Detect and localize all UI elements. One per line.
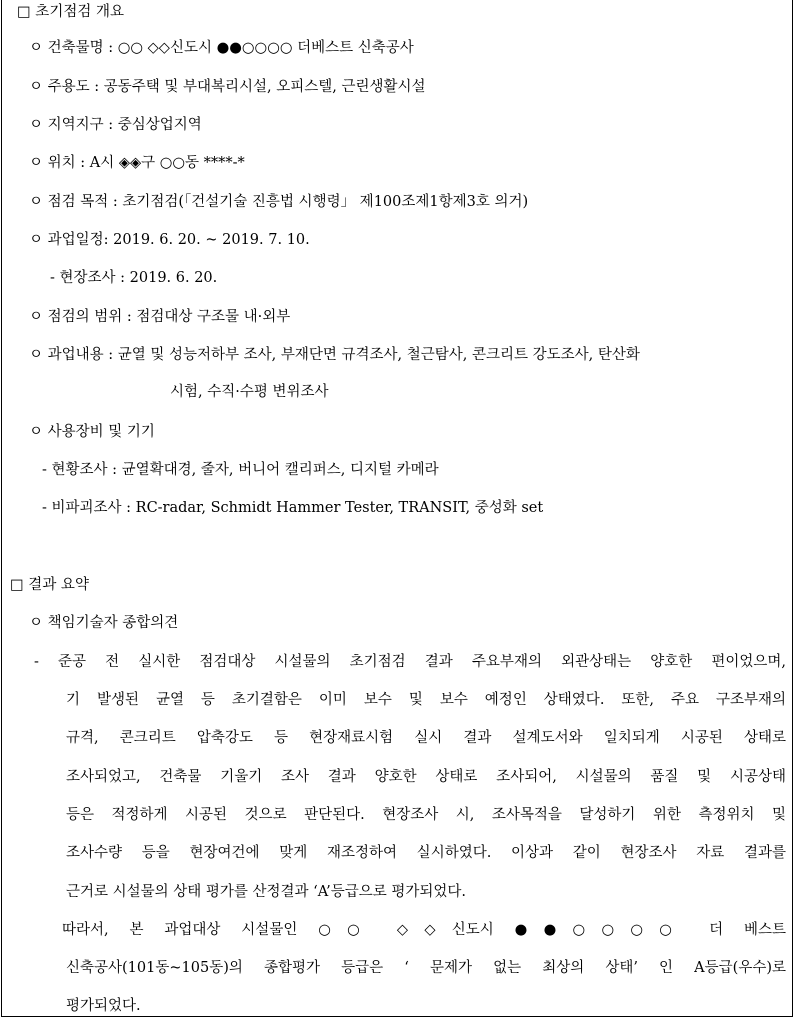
para1-line6: 조사수량 등을 현장여건에 맞게 재조정하여 실시하였다. 이상과 같이 현장조사 자료 결과를 bbox=[66, 845, 786, 861]
para1-line1: - 준공 전 실시한 점검대상 시설물의 초기점검 결과 주요부재의 외관상태는 양호한 편이었으며, bbox=[34, 654, 786, 670]
opinion-title: ㅇ 책임기술자 종합의견 bbox=[29, 615, 179, 631]
work-content-line2: 시험, 수직·수평 변위조사 bbox=[170, 384, 329, 400]
equipment-ndt: - 비파괴조사 : RC-radar, Schmidt Hammer Tester, TRANSIT, 중성화 set bbox=[42, 500, 544, 516]
site-survey-date: - 현장조사 : 2019. 6. 20. bbox=[50, 270, 218, 286]
inspection-scope: ㅇ 점검의 범위 : 점검대상 구조물 내·외부 bbox=[29, 309, 291, 325]
zone: ㅇ 지역지구 : 중심상업지역 bbox=[29, 117, 202, 133]
para1-line4: 조사되었고, 건축물 기울기 조사 결과 양호한 상태로 조사되어, 시설물의 품질 및 시공상태 bbox=[66, 769, 786, 785]
building-name: ㅇ 건축물명 : ○○ ◇◇신도시 ●●○○○○ 더베스트 신축공사 bbox=[29, 40, 414, 56]
work-schedule: ㅇ 과업일정: 2019. 6. 20. ~ 2019. 7. 10. bbox=[29, 232, 310, 248]
inspection-purpose: ㅇ 점검 목적 : 초기점검(「건설기술 진흥법 시행령」 제100조제1항제3호 의거) bbox=[29, 194, 529, 210]
overview-heading: □ 초기점검 개요 bbox=[17, 4, 124, 20]
equipment-status-survey: - 현황조사 : 균열확대경, 줄자, 버니어 캘리퍼스, 디지털 카메라 bbox=[42, 462, 439, 478]
para1-line5: 등은 적정하게 시공된 것으로 판단된다. 현장조사 시, 조사목적을 달성하기 위한 측정위치 및 bbox=[66, 807, 786, 823]
work-content-line1: ㅇ 과업내용 : 균열 및 성능저하부 조사, 부재단면 규격조사, 철근탐사, 콘크리트 강도조사, 탄산화 bbox=[29, 347, 640, 363]
para1-line3: 규격, 콘크리트 압축강도 등 현장재료시험 실시 결과 설계도서와 일치되게 시공된 상태로 bbox=[66, 730, 786, 746]
equipment-title: ㅇ 사용장비 및 기기 bbox=[29, 424, 155, 440]
para2-line1: 따라서, 본 과업대상 시설물인 ○○ ◇◇신도시 ●●○○○○ 더 베스트 bbox=[62, 922, 786, 938]
main-use: ㅇ 주용도 : 공동주택 및 부대복리시설, 오피스텔, 근린생활시설 bbox=[29, 79, 426, 95]
location: ㅇ 위치 : A시 ◈◈구 ○○동 ****-* bbox=[29, 155, 245, 171]
document-page bbox=[1, 0, 793, 1017]
para2-line2: 신축공사(101동~105동)의 종합평가 등급은 ‘ 문제가 없는 최상의 상태’ 인 A등급(우수)로 bbox=[66, 960, 786, 976]
para2-line3: 평가되었다. bbox=[66, 998, 141, 1014]
para1-line2: 기 발생된 균열 등 초기결함은 이미 보수 및 보수 예정인 상태였다. 또한, 주요 구조부재의 bbox=[66, 692, 786, 708]
summary-heading: □ 결과 요약 bbox=[10, 577, 89, 593]
para1-line7: 근거로 시설물의 상태 평가를 산정결과 ‘A’등급으로 평가되었다. bbox=[66, 884, 466, 900]
